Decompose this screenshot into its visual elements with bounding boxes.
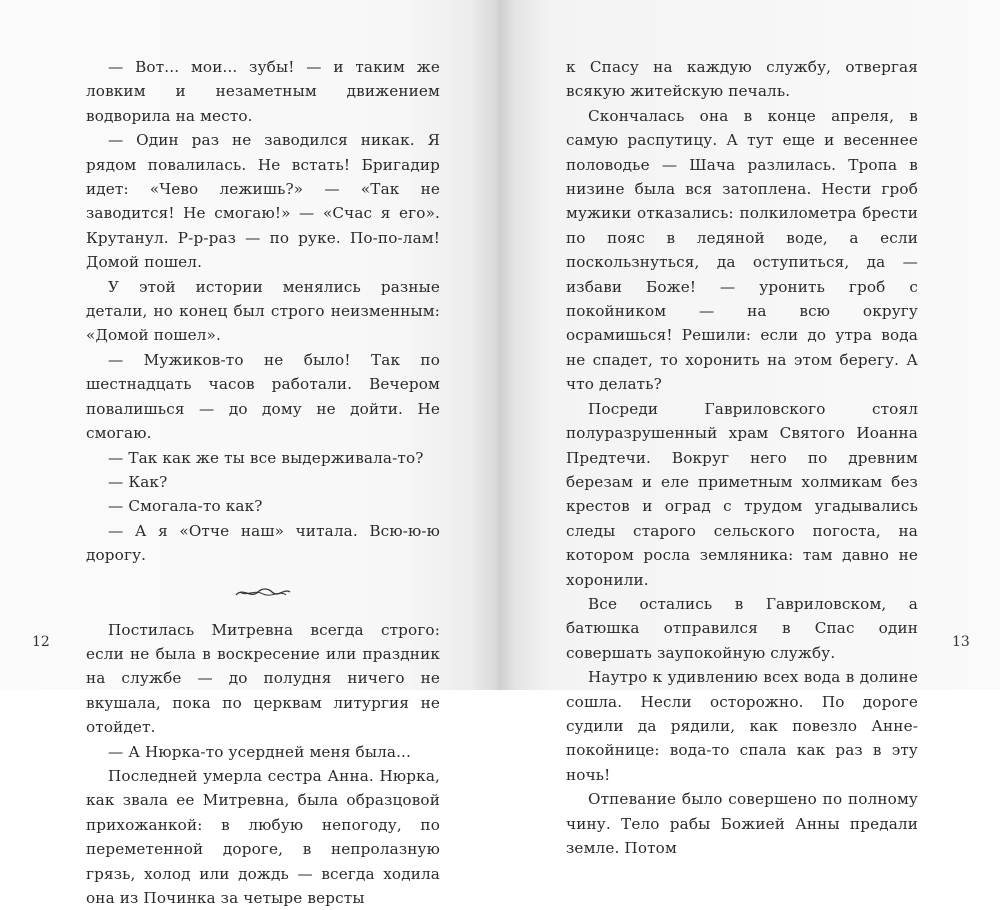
page-number: 12 xyxy=(32,634,50,650)
paragraph: У этой истории менялись разные детали, но конец был строго неизменным: «Домой пошел». xyxy=(86,277,440,345)
paragraph-continuation: к Спасу на каждую службу, отвергая всякую житейскую печаль. xyxy=(566,58,918,101)
paragraph: Постилась Митревна всегда строго: если не была в воскресение или праздник на службе — до полудня ничего не вкушала, пока по церквам литургия не отойдет. xyxy=(86,620,440,737)
right-page xyxy=(500,0,1000,857)
paragraph: Скончалась она в конце апреля, в самую распутицу. А тут еще и весеннее половодье — Шача разлилась. Тропа в низине была вся затоплена. Нести гроб мужики отказались: полкилометра брести по пояс в ледяной воде, а если поскользнуться, да оступиться, да — избави Боже! — уронить гроб с покойником — на всю округу осрамишься! Решили: если до утра вода не спадет, то хоронить на этом берегу. А что делать? xyxy=(566,106,918,394)
paragraph: — А Нюрка-то усердней меня была... xyxy=(108,742,411,761)
paragraph: — Один раз не заводился никак. Я рядом повалилась. Не встать! Бригадир идет: «Чево лежишь?» — «Так не заводится! Не смогаю!» — «Счас я его». Крутанул. Р-р-раз — по руке. По-по-лам! Домой пошел. xyxy=(86,131,440,272)
flourish-icon xyxy=(234,586,292,600)
left-page xyxy=(0,0,500,907)
paragraph: Отпевание было совершено по полному чину. Тело рабы Божией Анны предали земле. Потом xyxy=(566,790,918,857)
right-page-text xyxy=(566,55,918,860)
left-page-text xyxy=(86,55,440,910)
paragraph: — Как? xyxy=(108,472,168,491)
paragraph: Последней умерла сестра Анна. Нюрка, как звала ее Митревна, была образцовой прихожанкой: в любую непогоду, по переметенной дороге, в непролазную грязь, холод или дождь — всегда ходила она из Починка за четыре версты xyxy=(86,766,440,907)
paragraph: Все остались в Гавриловском, а батюшка отправился в Спас один совершать заупокойную службу. xyxy=(566,594,918,662)
paragraph: — Вот... мои... зубы! — и таким же ловким и незаметным движением водворила на место. xyxy=(86,58,440,125)
section-divider-ornament xyxy=(86,568,440,618)
paragraph: Наутро к удивлению всех вода в долине сошла. Несли осторожно. По дороге судили да рядили, как повезло Анне-покойнице: вода-то спала как раз в эту ночь! xyxy=(566,668,918,784)
paragraph: Посреди Гавриловского стоял полуразрушенный храм Святого Иоанна Предтечи. Вокруг него по древним березам и еле приметным холмикам без крестов и оград с трудом угадывались следы старого сельского погоста, на котором росла земляника: там давно не хоронили. xyxy=(566,399,918,589)
page-number: 13 xyxy=(952,634,970,650)
paragraph: — Смогала-то как? xyxy=(108,497,263,516)
paragraph: — А я «Отче наш» читала. Всю-ю-ю дорогу. xyxy=(86,521,440,565)
paragraph: — Так как же ты все выдерживала-то? xyxy=(108,448,424,467)
paragraph: — Мужиков-то не было! Так по шестнадцать часов работали. Вечером повалишься — до дому не дойти. Не смогаю. xyxy=(86,350,440,443)
